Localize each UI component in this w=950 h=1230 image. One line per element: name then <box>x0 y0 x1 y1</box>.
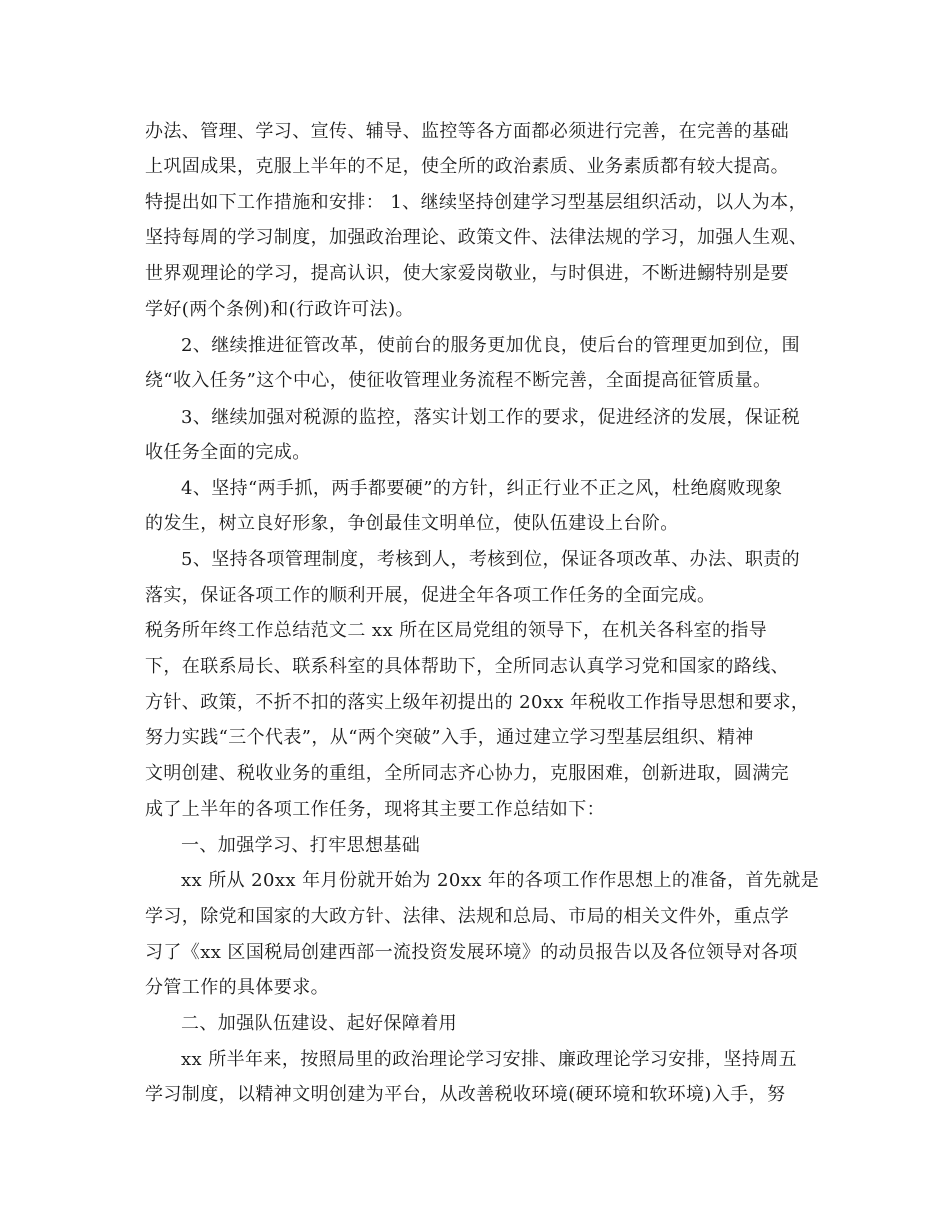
text-line: 方针、政策，不折不扣的落实上级年初提出的 20xx 年税收工作指导思想和要求， <box>145 692 810 713</box>
paragraph-start: 5、坚持各项管理制度，考核到人，考核到位，保证各项改革、办法、职责的 <box>181 549 801 570</box>
text-line: 世界观理论的学习，提高认识，使大家爱岗敬业，与时俱进，不断进鰯特别是要 <box>145 263 789 284</box>
text-line: 绕“收入任务”这个中心，使征收管理业务流程不断完善，全面提高征管质量。 <box>145 370 772 391</box>
text-line: 学好(两个条例)和(行政许可法)。 <box>145 299 414 320</box>
text-line: 的发生，树立良好形象，争创最佳文明单位，使队伍建设上台阶。 <box>145 513 679 534</box>
text-line: 分管工作的具体要求。 <box>145 977 329 998</box>
paragraph-start: 3、继续加强对税源的监控，落实计划工作的要求，促进经济的发展，保证税 <box>181 407 801 428</box>
text-line: 收任务全面的完成。 <box>145 442 311 463</box>
text-line: 特提出如下工作措施和安排： 1、继续坚持创建学习型基层组织活动，以人为本， <box>145 192 807 213</box>
paragraph-start: 2、继续推进征管改革，使前台的服务更加优良，使后台的管理更加到位，围 <box>181 335 801 356</box>
text-line: 文明创建、税收业务的重组，全所同志齐心协力，克服困难，创新进取，圆满完 <box>145 763 789 784</box>
section-heading: 一、加强学习、打牢思想基础 <box>181 835 421 856</box>
text-line: 下，在联系局长、联系科室的具体帮助下，全所同志认真学习党和国家的路线、 <box>145 656 789 677</box>
section-heading: 二、加强队伍建设、起好保障着用 <box>181 1013 457 1034</box>
paragraph-start: xx 所半年来，按照局里的政治理论学习安排、廉政理论学习安排，坚持周五 <box>181 1049 798 1070</box>
text-line: 努力实践“三个代表”，从“两个突破”入手，通过建立学习型基层组织、精神 <box>145 727 754 748</box>
text-line: 成了上半年的各项工作任务，现将其主要工作总结如下： <box>145 799 605 820</box>
paragraph-start: 4、坚持“两手抓，两手都要硬”的方针，纠正行业不正之风，杜绝腐败现象 <box>181 478 783 499</box>
paragraph-start: xx 所从 20xx 年月份就开始为 20xx 年的各项工作作思想上的准备，首先就是 <box>181 870 820 891</box>
section-title-line: 税务所年终工作总结范文二 xx 所在区局党组的领导下，在机关各科室的指导 <box>145 620 768 641</box>
text-line: 上巩固成果，克服上半年的不足，使全所的政治素质、业务素质都有较大提高。 <box>145 156 789 177</box>
text-line: 坚持每周的学习制度，加强政治理论、政策文件、法律法规的学习，加强人生观、 <box>145 227 808 248</box>
text-line: 学习，除党和国家的大政方针、法律、法规和总局、市局的相关文件外，重点学 <box>145 906 789 927</box>
text-line: 落实，保证各项工作的顺利开展，促进全年各项工作任务的全面完成。 <box>145 585 716 606</box>
text-line: 学习制度，以精神文明创建为平台，从改善税收环境(硬环境和软环境)入手，努 <box>145 1084 786 1105</box>
text-line: 习了《xx 区国税局创建西部一流投资发展环境》的动员报告以及各位领导对各项 <box>145 942 798 963</box>
text-line: 办法、管理、学习、宣传、辅导、监控等各方面都必须进行完善，在完善的基础 <box>145 121 789 142</box>
